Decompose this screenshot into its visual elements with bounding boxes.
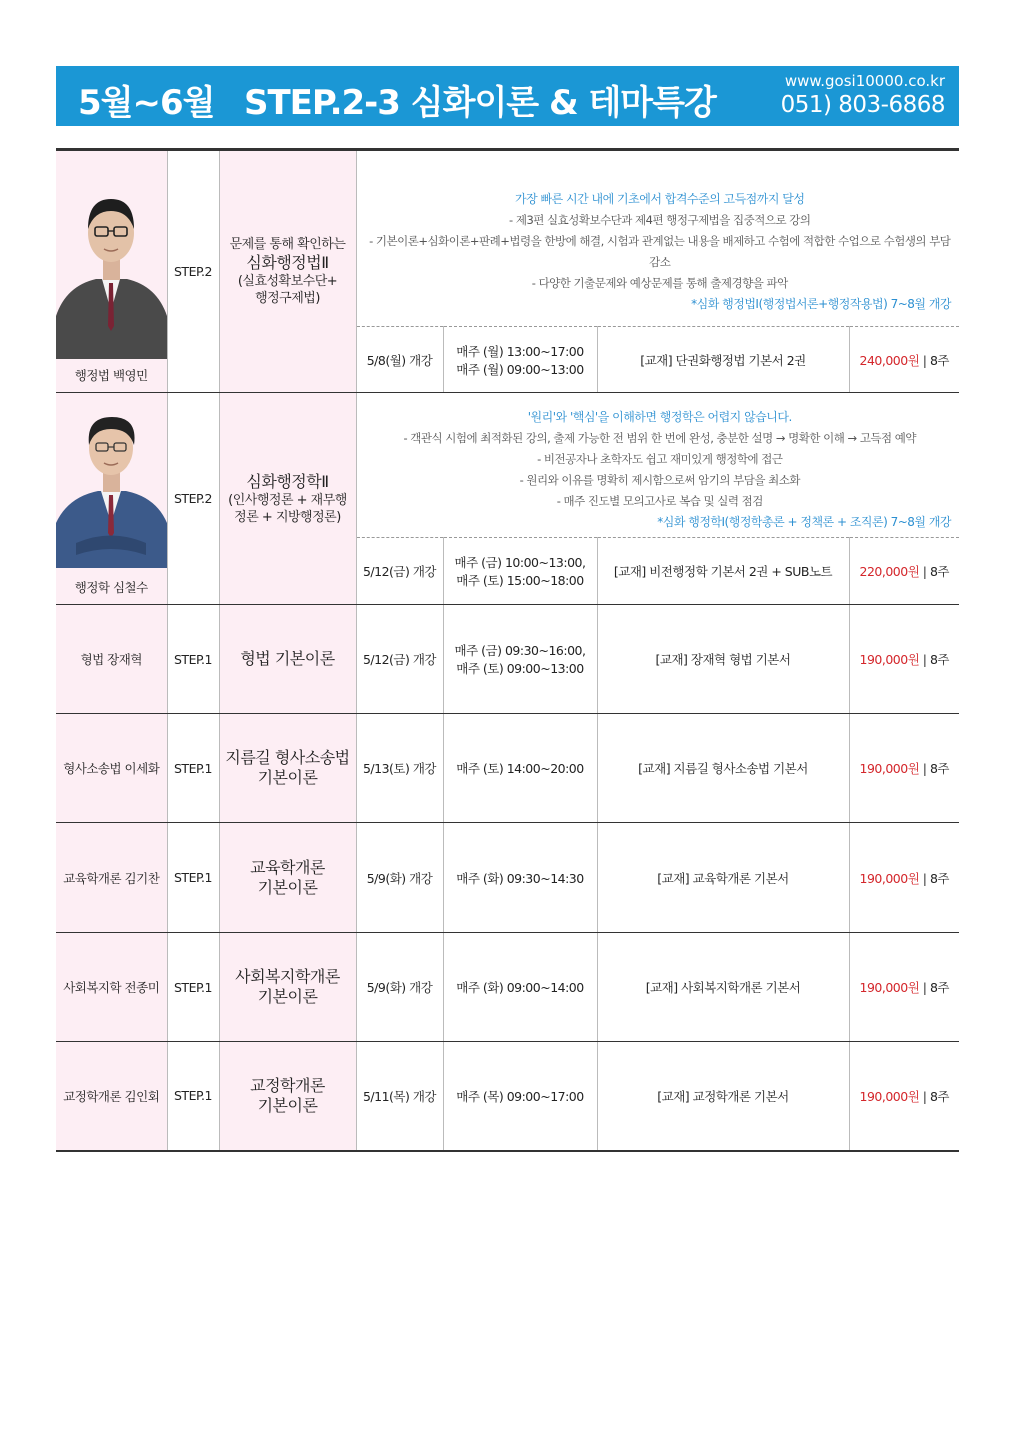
description-line: - 제3편 실효성확보수단과 제4편 행정구제법을 집중적으로 강의 bbox=[509, 212, 811, 227]
duration: 8주 bbox=[929, 1088, 950, 1104]
class-time-line: 매주 (월) 09:00~13:00 bbox=[456, 361, 584, 377]
instructor-photo bbox=[56, 151, 167, 359]
description-line: - 기본이론+심화이론+판례+법령을 한방에 해결, 시험과 관계없는 내용을 배제하고 수험에 적합한 수업으로 수험생의 부담감소 bbox=[369, 233, 951, 269]
price-separator: | bbox=[922, 652, 927, 667]
class-time-line: 매주 (금) 10:00~13:00, bbox=[454, 555, 586, 570]
start-date: 5/13(토) 개강 bbox=[356, 714, 443, 823]
course-title-line: 기본이론 bbox=[257, 987, 318, 1006]
instructor-photo bbox=[56, 393, 167, 601]
price-cell bbox=[849, 538, 959, 605]
duration: 8주 bbox=[929, 980, 950, 995]
class-time-line: 매주 (월) 13:00~17:00 bbox=[456, 343, 584, 359]
course-description bbox=[356, 393, 959, 538]
duration: 8주 bbox=[929, 564, 950, 579]
start-date: 5/12(금) 개강 bbox=[356, 605, 443, 714]
price-cell bbox=[849, 933, 959, 1042]
description-note: *심화 행정학Ⅰ(행정학총론 + 정책론 + 조직론) 7~8월 개강 bbox=[657, 515, 952, 529]
price-separator: | bbox=[922, 352, 927, 368]
description-headline: 가장 빠른 시간 내에 기초에서 합격수준의 고득점까지 달성 bbox=[515, 191, 805, 206]
price: 240,000원 bbox=[859, 352, 920, 368]
course-title-line: 기본이론 bbox=[257, 1095, 318, 1115]
table-row bbox=[56, 393, 959, 538]
price: 190,000원 bbox=[859, 980, 920, 995]
course-title-line: 교정학개론 bbox=[250, 1075, 325, 1095]
class-time-line: 매주 (토) 15:00~18:00 bbox=[456, 573, 584, 588]
class-time bbox=[443, 327, 597, 393]
course-title bbox=[219, 1042, 356, 1151]
course-title-line: 기본이론 bbox=[257, 768, 318, 787]
textbook: [교재] 사회복지학개론 기본서 bbox=[597, 933, 849, 1042]
course-title-line: (실효성확보수단+ bbox=[237, 274, 338, 289]
course-title bbox=[219, 150, 356, 393]
class-time bbox=[443, 538, 597, 605]
step-label: STEP.2 bbox=[167, 393, 219, 605]
instructor-name: 형법 장재혁 bbox=[56, 605, 167, 714]
class-time: 매주 (목) 09:00~17:00 bbox=[443, 1042, 597, 1151]
course-title-line: 심화행정법Ⅱ bbox=[246, 253, 329, 272]
price: 190,000원 bbox=[859, 1088, 920, 1104]
textbook: [교재] 장재혁 형법 기본서 bbox=[597, 605, 849, 714]
instructor-name: 행정학 심철수 bbox=[74, 580, 148, 595]
price-separator: | bbox=[922, 980, 927, 995]
class-time-line: 매주 (토) 09:00~13:00 bbox=[456, 661, 584, 676]
price-cell bbox=[849, 1042, 959, 1151]
step-label: STEP.1 bbox=[167, 933, 219, 1042]
price: 190,000원 bbox=[859, 761, 920, 776]
course-title bbox=[219, 823, 356, 933]
instructor-cell bbox=[56, 393, 167, 605]
course-title bbox=[219, 393, 356, 605]
description-line: - 비전공자나 초학자도 쉽고 재미있게 행정학에 접근 bbox=[537, 452, 783, 466]
start-date: 5/9(화) 개강 bbox=[356, 933, 443, 1042]
table-row bbox=[56, 933, 959, 1042]
table-row bbox=[56, 1042, 959, 1151]
table-row bbox=[56, 605, 959, 714]
start-date: 5/12(금) 개강 bbox=[356, 538, 443, 605]
step-label: STEP.2 bbox=[167, 150, 219, 393]
class-time: 매주 (토) 14:00~20:00 bbox=[443, 714, 597, 823]
description-line: - 다양한 기출문제와 예상문제를 통해 출제경향을 파악 bbox=[531, 275, 788, 290]
course-title-line: 정론 + 지방행정론) bbox=[234, 509, 341, 525]
class-time: 매주 (화) 09:30~14:30 bbox=[443, 823, 597, 933]
schedule-table bbox=[56, 148, 959, 1152]
table-row bbox=[56, 823, 959, 933]
course-title-line: 교육학개론 bbox=[250, 857, 325, 877]
price-separator: | bbox=[922, 870, 927, 886]
course-title bbox=[219, 714, 356, 823]
price-separator: | bbox=[922, 761, 927, 776]
start-date: 5/9(화) 개강 bbox=[356, 823, 443, 933]
course-title: 형법 기본이론 bbox=[219, 605, 356, 714]
instructor-cell bbox=[56, 150, 167, 393]
instructor-name: 교육학개론 김기찬 bbox=[56, 823, 167, 933]
page-header bbox=[56, 66, 959, 126]
table-row bbox=[56, 714, 959, 823]
price-cell bbox=[849, 714, 959, 823]
class-time-line: 매주 (금) 09:30~16:00, bbox=[454, 643, 586, 658]
description-line: - 매주 진도별 모의고사로 복습 및 실력 점검 bbox=[556, 494, 763, 508]
description-line: - 객관식 시험에 최적화된 강의, 출제 가능한 전 범위 한 번에 완성, 충분한 설명 → 명확한 이해 → 고득점 예약 bbox=[403, 431, 917, 445]
instructor-name: 형사소송법 이세화 bbox=[56, 714, 167, 823]
price-separator: | bbox=[922, 1088, 927, 1104]
textbook: [교재] 지름길 형사소송법 기본서 bbox=[597, 714, 849, 823]
price-cell bbox=[849, 605, 959, 714]
textbook: [교재] 교정학개론 기본서 bbox=[597, 1042, 849, 1151]
instructor-name: 행정법 백영민 bbox=[74, 368, 148, 383]
duration: 8주 bbox=[929, 870, 950, 886]
price: 190,000원 bbox=[859, 652, 920, 667]
class-time bbox=[443, 605, 597, 714]
class-time: 매주 (화) 09:00~14:00 bbox=[443, 933, 597, 1042]
course-title-line: 기본이론 bbox=[257, 877, 318, 897]
price-cell bbox=[849, 327, 959, 393]
instructor-name: 교정학개론 김인회 bbox=[56, 1042, 167, 1151]
description-headline: '원리'와 '핵심'을 이해하면 행정학은 어렵지 않습니다. bbox=[527, 410, 792, 424]
price: 190,000원 bbox=[859, 870, 920, 886]
header-phone: 051) 803-6868 bbox=[780, 92, 945, 118]
price-cell bbox=[849, 823, 959, 933]
textbook: [교재] 교육학개론 기본서 bbox=[597, 823, 849, 933]
duration: 8주 bbox=[929, 761, 950, 776]
course-description bbox=[356, 150, 959, 327]
description-note: *심화 행정법Ⅰ(행정법서론+행정작용법) 7~8월 개강 bbox=[691, 296, 952, 311]
textbook: [교재] 단권화행정법 기본서 2권 bbox=[597, 327, 849, 393]
instructor-name: 사회복지학 전종미 bbox=[56, 933, 167, 1042]
textbook: [교재] 비전행정학 기본서 2권 + SUB노트 bbox=[597, 538, 849, 605]
course-title-line: 행정구제법) bbox=[255, 291, 320, 306]
step-label: STEP.1 bbox=[167, 1042, 219, 1151]
course-title-line: (인사행정론 + 재무행 bbox=[228, 492, 347, 508]
step-label: STEP.1 bbox=[167, 714, 219, 823]
table-row bbox=[56, 150, 959, 327]
step-label: STEP.1 bbox=[167, 823, 219, 933]
course-title bbox=[219, 933, 356, 1042]
header-title: STEP.2-3 심화이론 & 테마특강 bbox=[244, 83, 716, 123]
course-title-line: 사회복지학개론 bbox=[235, 967, 340, 986]
description-line: - 원리와 이유를 명확히 제시함으로써 암기의 부담을 최소화 bbox=[519, 473, 800, 487]
start-date: 5/8(월) 개강 bbox=[356, 327, 443, 393]
course-title-line: 심화행정학Ⅱ bbox=[246, 471, 329, 491]
price: 220,000원 bbox=[859, 564, 920, 579]
header-period: 5월~6월 bbox=[78, 83, 215, 123]
price-separator: | bbox=[922, 564, 927, 579]
course-title-line: 지름길 형사소송법 bbox=[225, 748, 350, 767]
step-label: STEP.1 bbox=[167, 605, 219, 714]
start-date: 5/11(목) 개강 bbox=[356, 1042, 443, 1151]
course-title-line: 문제를 통해 확인하는 bbox=[229, 237, 346, 252]
header-url[interactable]: www.gosi10000.co.kr bbox=[784, 72, 945, 90]
duration: 8주 bbox=[929, 352, 950, 368]
duration: 8주 bbox=[929, 652, 950, 667]
